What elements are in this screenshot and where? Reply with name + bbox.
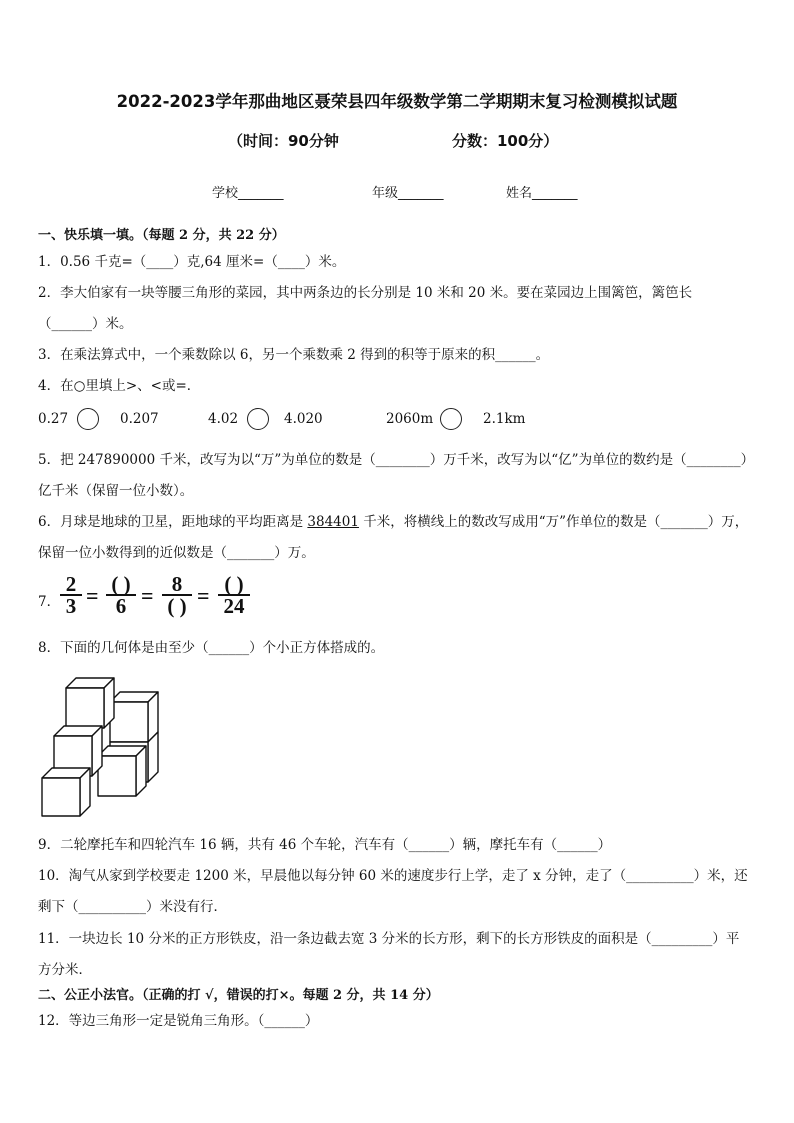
question-9: 9．二轮摩托车和四轮汽车 16 辆，共有 46 个车轮，汽车有（______）辆，摩托车有（______） — [38, 837, 612, 853]
denominator: 24 — [218, 594, 250, 616]
numerator: 2 — [65, 572, 77, 596]
numerator: 8 — [171, 572, 183, 596]
compare-value: 2060m — [386, 411, 434, 427]
question-7-label: 7． — [38, 594, 61, 610]
fraction — [60, 574, 82, 616]
question-11-line-2: 方分米． — [38, 962, 92, 978]
exam-score: 分数：100分） — [452, 132, 559, 150]
question-5-line-1: 5．把 247890000 千米，改写为以“万”为单位的数是（________）万千米，改写为以“亿”为单位的数约是（________） — [38, 452, 755, 468]
question-6-text: 千米，将横线上的数改写成用“万”作单位的数是（_______）万， — [358, 514, 749, 530]
section-1-heading: 一、快乐填一填。（每题 2 分，共 22 分） — [38, 228, 285, 243]
equals-sign: = — [86, 583, 99, 608]
question-6-line-2: 保留一位小数得到的近似数是（_______）万。 — [38, 545, 315, 561]
compare-circle[interactable] — [77, 408, 99, 430]
question-12: 12．等边三角形一定是锐角三角形。（______） — [38, 1013, 319, 1029]
question-6-line-1 — [38, 510, 748, 530]
denominator: 3 — [60, 594, 82, 616]
question-1: 1．0.56 千克=（____）克,64 厘米=（____）米。 — [38, 254, 346, 270]
underlined-number: 384401 — [307, 514, 359, 530]
denominator: ( ) — [162, 594, 192, 616]
compare-value: 4.02 — [208, 411, 239, 427]
compare-circle[interactable] — [247, 408, 269, 430]
compare-value: 0.27 — [38, 411, 69, 427]
compare-value: 2.1km — [483, 411, 526, 427]
cube — [98, 746, 146, 796]
cube — [110, 692, 158, 742]
fraction — [162, 574, 192, 616]
numerator: ( ) — [224, 572, 244, 596]
cube-stack-figure — [38, 670, 168, 820]
question-4: 4．在○里填上>、<或=． — [38, 378, 201, 394]
cube — [42, 768, 90, 816]
school-field: 学校_______ — [212, 186, 284, 201]
numerator: ( ) — [111, 572, 131, 596]
question-2-line-1: 2．李大伯家有一块等腰三角形的菜园，其中两条边的长分别是 10 米和 20 米。要在菜园边上围篱笆，篱笆长 — [38, 285, 693, 301]
question-5-line-2: 亿千米（保留一位小数）。 — [38, 483, 194, 499]
compare-value: 4.020 — [284, 411, 323, 427]
fraction — [218, 574, 250, 616]
question-6-text: 6．月球是地球的卫星，距地球的平均距离是 — [38, 514, 308, 530]
question-3: 3．在乘法算式中，一个乘数除以 6，另一个乘数乘 2 得到的积等于原来的积______。 — [38, 347, 550, 363]
compare-circle[interactable] — [440, 408, 462, 430]
exam-time: （时间：90分钟 — [228, 132, 339, 150]
grade-field: 年级_______ — [372, 186, 444, 201]
fraction — [106, 574, 136, 616]
question-8: 8．下面的几何体是由至少（______）个小正方体搭成的。 — [38, 640, 385, 656]
compare-value: 0.207 — [120, 411, 159, 427]
cube — [66, 678, 114, 728]
section-2-heading: 二、公正小法官。（正确的打 √，错误的打×。每题 2 分，共 14 分） — [38, 988, 439, 1003]
equals-sign: = — [141, 583, 154, 608]
exam-title: 2022-2023学年那曲地区聂荣县四年级数学第二学期期末复习检测模拟试题 — [116, 92, 678, 111]
question-10-line-2: 剩下（__________）米没有行． — [38, 899, 227, 915]
equals-sign: = — [197, 583, 210, 608]
question-10-line-1: 10．淘气从家到学校要走 1200 米，早晨他以每分钟 60 米的速度步行上学，走了 x 分钟，走了（__________）米，还 — [38, 868, 748, 884]
name-field: 姓名_______ — [506, 186, 578, 201]
question-11-line-1: 11．一块边长 10 分米的正方形铁皮，沿一条边截去宽 3 分米的长方形，剩下的长方形铁皮的面积是（_________）平 — [38, 931, 740, 947]
question-2-line-2: （______）米。 — [38, 316, 133, 332]
denominator: 6 — [106, 594, 136, 616]
